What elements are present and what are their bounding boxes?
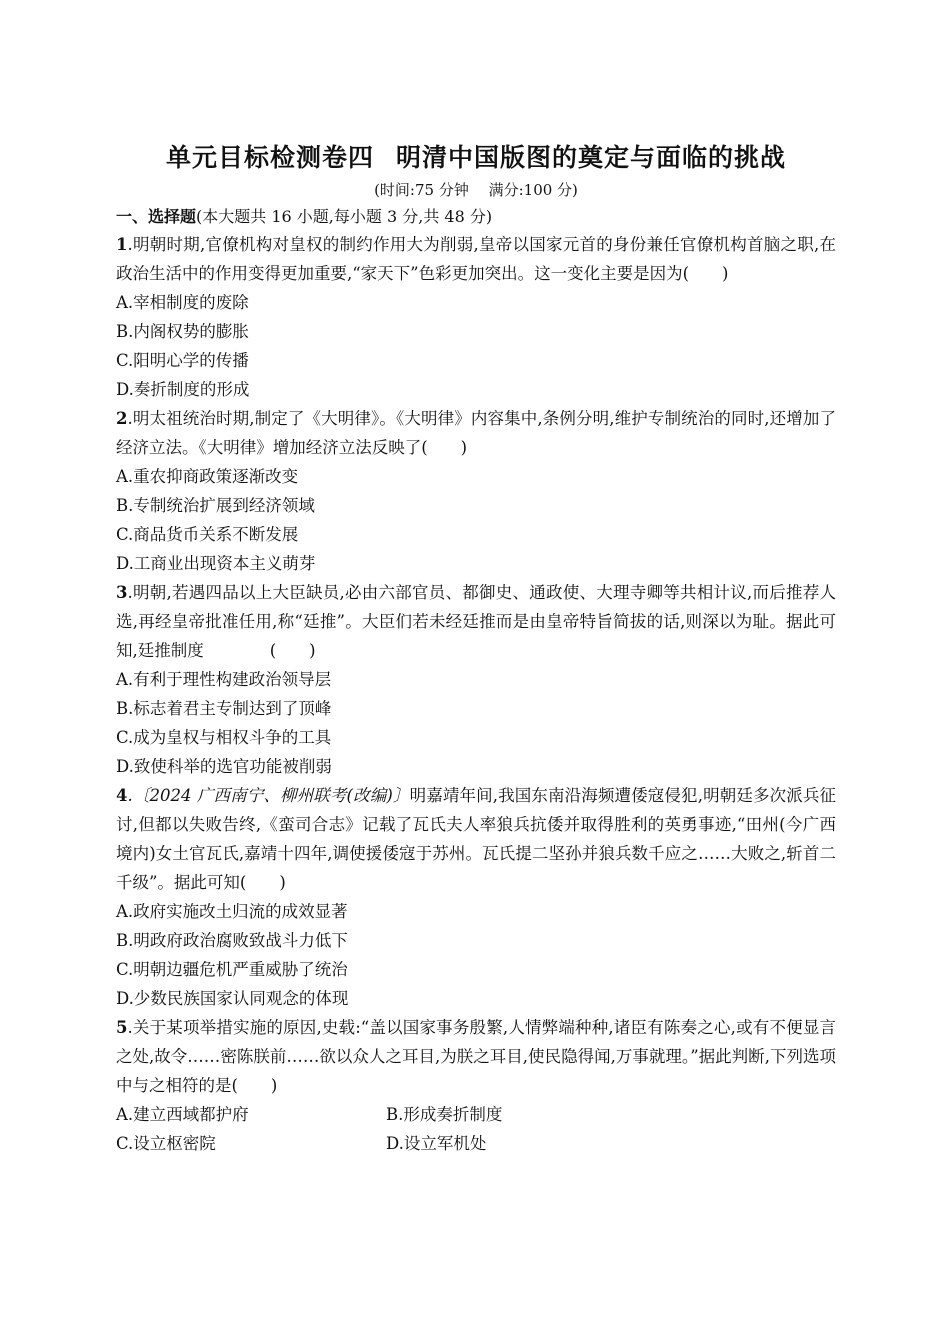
question-number: 3 (116, 583, 128, 602)
section-head: 一、选择题 (116, 207, 197, 226)
option-d[interactable]: D.奏折制度的形成 (116, 380, 250, 399)
exam-info: (时间:75 分钟 满分:100 分) (374, 181, 578, 199)
section-note: (本大题共 16 小题,每小题 3 分,共 48 分) (196, 207, 493, 226)
section-heading (116, 204, 836, 230)
question-3 (116, 578, 836, 781)
option-c[interactable]: C.成为皇权与相权斗争的工具 (116, 728, 332, 747)
option-b[interactable]: B.标志着君主专制达到了顶峰 (116, 699, 332, 718)
option-b[interactable]: B.内阁权势的膨胀 (116, 322, 249, 341)
option-a[interactable]: A.建立西域都护府 (116, 1105, 249, 1124)
option-d[interactable]: D.致使科举的选官功能被削弱 (116, 757, 332, 776)
question-number: 1 (116, 235, 128, 254)
option-d[interactable]: D.工商业出现资本主义萌芽 (116, 554, 316, 573)
question-2 (116, 404, 836, 578)
option-a[interactable]: A.政府实施改土归流的成效显著 (116, 902, 348, 921)
option-d[interactable]: D.少数民族国家认同观念的体现 (116, 989, 349, 1008)
question-text: .明朝,若遇四品以上大臣缺员,必由六部官员、都御史、通政使、大理寺卿等共相计议,而后推荐人选,再经皇帝批准任用,称“廷推”。大臣们若未经廷推而是由皇帝特旨简拔的话,则深以为耻。据此可知,廷推制度 ( ) (116, 583, 836, 660)
question-text: 明嘉靖年间,我国东南沿海频遭倭寇侵犯,明朝廷多次派兵征讨,但都以失败告终,《蛮司合志》记载了瓦氏夫人率狼兵抗倭并取得胜利的英勇事迹,“田州(今广西境内)女土官瓦氏,嘉靖十四年,调使援倭寇于苏州。瓦氏提二坚孙并狼兵数千应之……大败之,斩首二千级”。据此可知( ) (116, 786, 836, 892)
question-5 (116, 1013, 836, 1158)
option-c[interactable]: C.商品货币关系不断发展 (116, 525, 299, 544)
title-main: 单元目标检测卷四 (165, 143, 374, 172)
question-number: 5 (116, 1018, 128, 1037)
question-number: 2 (116, 409, 128, 428)
exam-page (116, 138, 836, 1158)
option-row (116, 1129, 836, 1158)
option-a[interactable]: A.宰相制度的废除 (116, 293, 249, 312)
question-text: .明太祖统治时期,制定了《大明律》。《大明律》内容集中,条例分明,维护专制统治的同时,还增加了经济立法。《大明律》增加经济立法反映了( ) (116, 409, 836, 457)
option-c[interactable]: C.阳明心学的传播 (116, 351, 249, 370)
option-b[interactable]: B.专制统治扩展到经济领域 (116, 496, 315, 515)
question-stem (116, 230, 836, 288)
option-b[interactable]: B.形成奏折制度 (386, 1105, 503, 1124)
question-text: .明朝时期,官僚机构对皇权的制约作用大为削弱,皇帝以国家元首的身份兼任官僚机构首脑之职,在政治生活中的作用变得更加重要,“家天下”色彩更加突出。这一变化主要是因为( ) (116, 235, 836, 283)
question-stem (116, 404, 836, 462)
title-sub: 明清中国版图的奠定与面临的挑战 (396, 143, 787, 172)
question-text: .关于某项举措实施的原因,史载:“盖以国家事务殷繁,人情弊端种种,诸臣有陈奏之心,或有不便显言之处,故令……密陈朕前……欲以众人之耳目,为朕之耳目,使民隐得闻,万事就理。”据此判断,下列选项中与之相符的是( ) (116, 1018, 836, 1095)
option-row (116, 1100, 836, 1129)
question-4 (116, 781, 836, 1013)
question-stem (116, 781, 836, 897)
question-1 (116, 230, 836, 404)
option-c[interactable]: C.设立枢密院 (116, 1134, 216, 1153)
option-c[interactable]: C.明朝边疆危机严重威胁了统治 (116, 960, 348, 979)
option-b[interactable]: B.明政府政治腐败致战斗力低下 (116, 931, 348, 950)
option-a[interactable]: A.有利于理性构建政治领导层 (116, 670, 332, 689)
question-stem (116, 578, 836, 665)
question-source: .〔2024 广西南宁、柳州联考(改编)〕 (127, 786, 410, 805)
option-d[interactable]: D.设立军机处 (386, 1134, 487, 1153)
question-stem (116, 1013, 836, 1100)
question-number: 4 (116, 786, 128, 805)
option-a[interactable]: A.重农抑商政策逐渐改变 (116, 467, 299, 486)
page-title (116, 138, 836, 178)
